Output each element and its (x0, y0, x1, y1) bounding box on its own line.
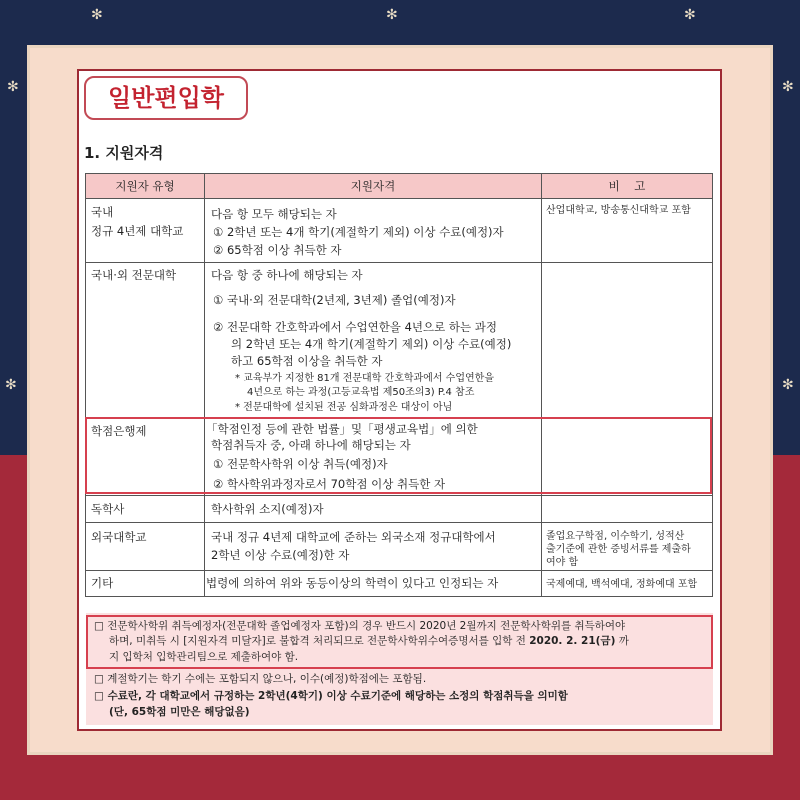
row-note-line: 졸업요구학점, 이수학기, 성적산 (546, 531, 685, 542)
row-qualification-footnote: * 전문대학에 설치된 전공 심화과정은 대상이 아님 (235, 402, 453, 413)
snowflake-icon: ✻ (91, 7, 103, 23)
row-qualification-line: ② 65학점 이상 취득한 자 (213, 243, 342, 257)
row-type-line: 정규 4년제 대학교 (91, 224, 184, 238)
row-type-line: 학점은행제 (91, 424, 147, 438)
snowflake-icon: ✻ (386, 7, 398, 23)
table-rule (204, 173, 205, 597)
note1-text: 하며, 미취득 시 [지원자격 미달자]로 불합격 처리되므로 전문학사학위수여증명서를 입학 전 (109, 635, 530, 647)
note2-line: □ 계절학기는 학기 수에는 포함되지 않으나, 이수(예정)학점에는 포함됨. (94, 673, 427, 685)
note3-line: □ 수료란, 각 대학교에서 규정하는 2학년(4학기) 이상 수료기준에 해당하는 소정의 학점취득을 의미함 (94, 690, 568, 702)
row-qualification-line: 다음 항 모두 해당되는 자 (211, 207, 337, 221)
note1-deadline-date: 2020. 2. 21(금) (529, 635, 616, 647)
row-qualification-line: ② 학사학위과정자로서 70학점 이상 취득한 자 (213, 477, 446, 491)
table-rule (85, 495, 713, 496)
table-rule (85, 173, 86, 597)
page-title: 일반편입학 (84, 76, 248, 120)
column-header-qualification: 지원자격 (205, 174, 541, 198)
row-note: 국제예대, 백석예대, 정화예대 포함 (546, 579, 698, 590)
row-qualification-line: 학사학위 소지(예정)자 (211, 502, 324, 516)
table-rule (541, 173, 542, 597)
table-rule (85, 173, 713, 174)
section-title: 1. 지원자격 (84, 144, 164, 162)
snowflake-icon: ✻ (782, 79, 794, 95)
row-note: 산업대학교, 방송통신대학교 포함 (546, 205, 691, 216)
table-rule (85, 262, 713, 263)
table-rule (85, 596, 713, 597)
note1-line: □ 전문학사학위 취득예정자(전문대학 졸업예정자 포함)의 경우 반드시 2020년 2월까지 전문학사학위를 취득하여야 (94, 620, 626, 632)
row-qualification-footnote: 4년으로 하는 과정(고등교육법 제50조의3) P.4 참조 (247, 387, 475, 398)
note3-line: (단, 65학점 미만은 해당없음) (109, 706, 250, 718)
row-type-line: 국내‧외 전문대학 (91, 268, 177, 282)
snowflake-icon: ✻ (684, 7, 696, 23)
row-type-line: 기타 (91, 576, 114, 590)
row-qualification-line: ① 2학년 또는 4개 학기(계절학기 제외) 이상 수료(예정)자 (213, 225, 504, 239)
snowflake-icon: ✻ (782, 377, 794, 393)
table-rule (85, 522, 713, 523)
column-header-type: 지원자 유형 (86, 174, 204, 198)
row-qualification-line: 2학년 이상 수료(예정)한 자 (211, 548, 350, 562)
row-note-line: 여야 함 (546, 557, 579, 568)
row-qualification-line: ① 전문학사학위 이상 취득(예정)자 (213, 457, 388, 471)
snowflake-icon: ✻ (5, 377, 17, 393)
table-rule (85, 198, 713, 199)
row-qualification-line: ② 전문대학 간호학과에서 수업연한을 4년으로 하는 과정 (213, 320, 497, 334)
row-qualification-line: ① 국내‧외 전문대학(2년제, 3년제) 졸업(예정)자 (213, 293, 456, 307)
table-rule (85, 570, 713, 571)
note1-text: 까 (615, 635, 629, 647)
note1-line (109, 634, 629, 649)
row-qualification-line: 국내 정규 4년제 대학교에 준하는 외국소재 정규대학에서 (211, 530, 496, 544)
row-qualification-footnote: * 교육부가 지정한 81개 전문대학 간호학과에서 수업연한을 (235, 373, 494, 384)
snowflake-icon: ✻ (7, 79, 19, 95)
row-qualification-line: 「학점인정 등에 관한 법률」및「평생교육법」에 의한 (206, 422, 478, 436)
note1-line: 지 입학처 입학관리팀으로 제출하여야 함. (109, 651, 299, 663)
column-header-note: 비 고 (542, 174, 712, 198)
row-qualification-line: 학점취득자 중, 아래 하나에 해당되는 자 (211, 438, 411, 452)
row-qualification-line: 하고 65학점 이상을 취득한 자 (231, 354, 383, 368)
row-type-line: 국내 (91, 205, 114, 219)
row-note-line: 출기준에 관한 증빙서류를 제출하 (546, 544, 691, 555)
row-qualification-line: 다음 항 중 하나에 해당되는 자 (211, 268, 363, 282)
row-type-line: 외국대학교 (91, 530, 147, 544)
row-qualification-line: 의 2학년 또는 4개 학기(계절학기 제외) 이상 수료(예정) (231, 337, 512, 351)
table-rule (712, 173, 713, 597)
row-type-line: 독학사 (91, 502, 125, 516)
row-qualification-line: 법령에 의하여 위와 동등이상의 학력이 있다고 인정되는 자 (206, 576, 499, 590)
